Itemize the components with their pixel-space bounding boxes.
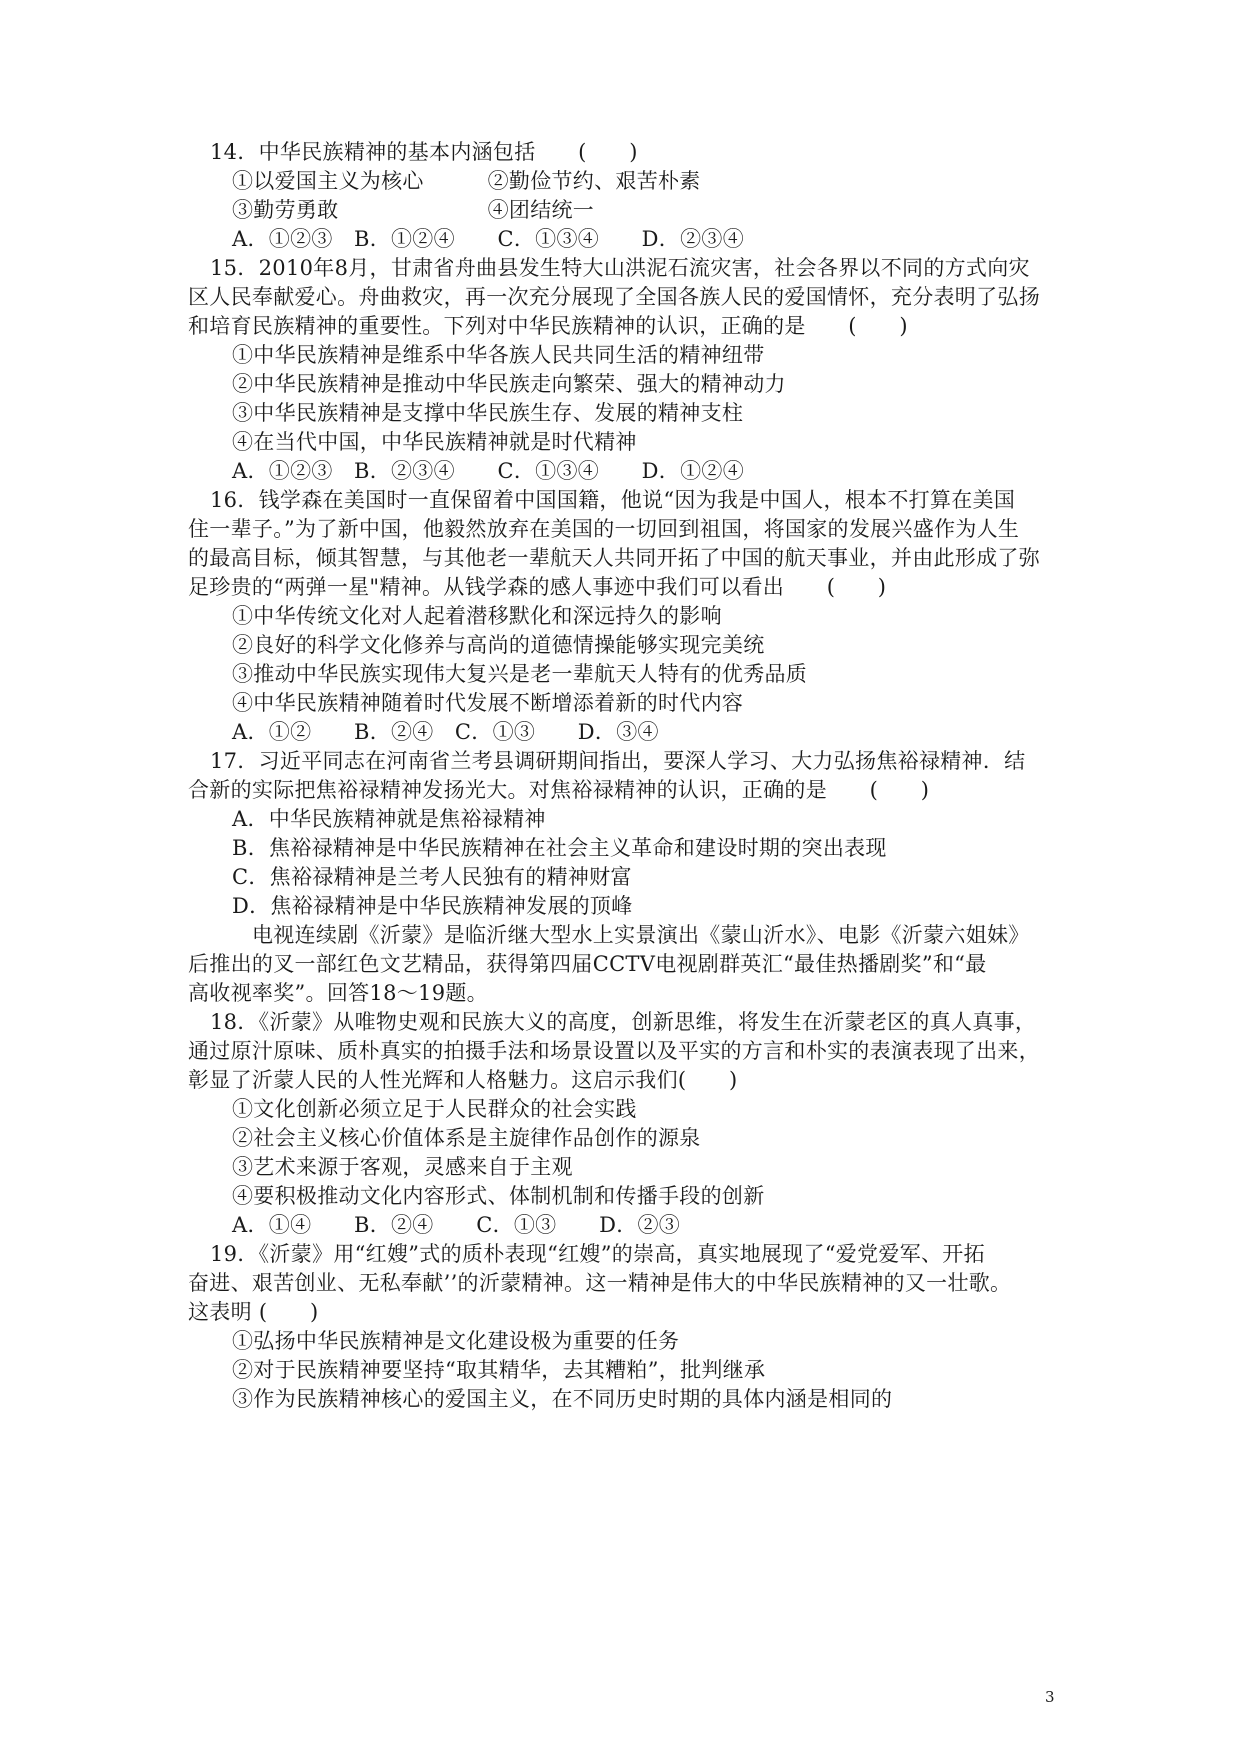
text-line: 足珍贵的“两弹一星"精神。从钱学森的感人事迹中我们可以看出 ( ) xyxy=(188,575,887,599)
text-line: 18．《沂蒙》从唯物史观和民族大义的高度，创新思维，将发生在沂蒙老区的真人真事， xyxy=(210,1010,1037,1034)
text-line: 和培育民族精神的重要性。下列对中华民族精神的认识，正确的是 ( ) xyxy=(188,314,908,338)
text-line: ②良好的科学文化修养与高尚的道德情操能够实现完美统 xyxy=(232,633,765,657)
text-line: D．焦裕禄精神是中华民族精神发展的顶峰 xyxy=(232,894,633,918)
text-line: ①中华传统文化对人起着潜移默化和深远持久的影响 xyxy=(232,604,722,628)
text-line: A．中华民族精神就是焦裕禄精神 xyxy=(232,807,546,831)
text-line: 后推出的叉一部红色文艺精品，获得第四届CCTV电视剧群英汇“最佳热播剧奖”和“最 xyxy=(188,952,987,976)
text-line: 16．钱学森在美国时一直保留着中国国籍，他说“因为我是中国人，根本不打算在美国 xyxy=(210,488,1016,512)
text-line: ①弘扬中华民族精神是文化建设极为重要的任务 xyxy=(232,1329,680,1353)
text-line: A．①②③ B．①②④ C．①③④ D．②③④ xyxy=(232,227,745,251)
text-line: 14．中华民族精神的基本内涵包括 ( ) xyxy=(210,140,638,164)
text-line: ④在当代中国，中华民族精神就是时代精神 xyxy=(232,430,637,454)
text-line: ④要积极推动文化内容形式、体制机制和传播手段的创新 xyxy=(232,1184,765,1208)
text-line: ①中华民族精神是维系中华各族人民共同生活的精神纽带 xyxy=(232,343,765,367)
text-line: 15．2010年8月，甘肃省舟曲县发生特大山洪泥石流灾害，社会各界以不同的方式向灾 xyxy=(210,256,1030,280)
text-line: B．焦裕禄精神是中华民族精神在社会主义革命和建设时期的突出表现 xyxy=(232,836,887,860)
text-line: 通过原汁原味、质朴真实的拍摄手法和场景设置以及平实的方言和朴实的表演表现了出来， xyxy=(188,1039,1040,1063)
page-number: 3 xyxy=(1045,1688,1055,1706)
text-line: ②社会主义核心价值体系是主旋律作品创作的源泉 xyxy=(232,1126,701,1150)
text-line: 高收视率奖”。回答18～19题。 xyxy=(188,981,488,1005)
text-line: 区人民奉献爱心。舟曲救灾，再一次充分展现了全国各族人民的爱国情怀，充分表明了弘扬 xyxy=(188,285,1040,309)
text-line: ③作为民族精神核心的爱国主义，在不同历史时期的具体内涵是相同的 xyxy=(232,1387,893,1411)
text-line: ①文化创新必须立足于人民群众的社会实践 xyxy=(232,1097,637,1121)
text-line: C．焦裕禄精神是兰考人民独有的精神财富 xyxy=(232,865,632,889)
text-line: 19．《沂蒙》用“红嫂”式的质朴表现“红嫂”的崇高，真实地展现了“爱党爱军、开拓 xyxy=(210,1242,985,1266)
text-line: ①以爱国主义为核心 ②勤俭节约、艰苦朴素 xyxy=(232,169,701,193)
text-line: 彰显了沂蒙人民的人性光辉和人格魅力。这启示我们( ) xyxy=(188,1068,738,1092)
text-line: ②对于民族精神要坚持“取其精华，去其糟粕”，批判继承 xyxy=(232,1358,766,1382)
text-line: ③勤劳勇敢 ④团结统一 xyxy=(232,198,595,222)
text-line: A．①② B．②④ C．①③ D．③④ xyxy=(232,720,659,744)
text-line: 住一辈子。”为了新中国，他毅然放弃在美国的一切回到祖国，将国家的发展兴盛作为人生 xyxy=(188,517,1020,541)
text-line: ④中华民族精神随着时代发展不断增添着新的时代内容 xyxy=(232,691,744,715)
text-line: 这表明 ( ) xyxy=(188,1300,319,1324)
text-line: ③推动中华民族实现伟大复兴是老一辈航天人特有的优秀品质 xyxy=(232,662,808,686)
text-line: A．①④ B．②④ C．①③ D．②③ xyxy=(232,1213,681,1237)
text-line: 的最高目标，倾其智慧，与其他老一辈航天人共同开拓了中国的航天事业，并由此形成了弥 xyxy=(188,546,1040,570)
text-line: 奋进、艰苦创业、无私奉献’’的沂蒙精神。这一精神是伟大的中华民族精神的又一壮歌。 xyxy=(188,1271,1012,1295)
text-line: 电视连续剧《沂蒙》是临沂继大型水上实景演出《蒙山沂水》、电影《沂蒙六姐妹》 xyxy=(252,923,1030,947)
text-line: A．①②③ B．②③④ C．①③④ D．①②④ xyxy=(232,459,745,483)
text-line: ③中华民族精神是支撑中华民族生存、发展的精神支柱 xyxy=(232,401,744,425)
text-line: ③艺术来源于客观，灵感来自于主观 xyxy=(232,1155,573,1179)
text-line: 合新的实际把焦裕禄精神发扬光大。对焦裕禄精神的认识，正确的是 ( ) xyxy=(188,778,930,802)
text-line: 17．习近平同志在河南省兰考县调研期间指出，要深人学习、大力弘扬焦裕禄精神．结 xyxy=(210,749,1026,773)
text-line: ②中华民族精神是推动中华民族走向繁荣、强大的精神动力 xyxy=(232,372,786,396)
